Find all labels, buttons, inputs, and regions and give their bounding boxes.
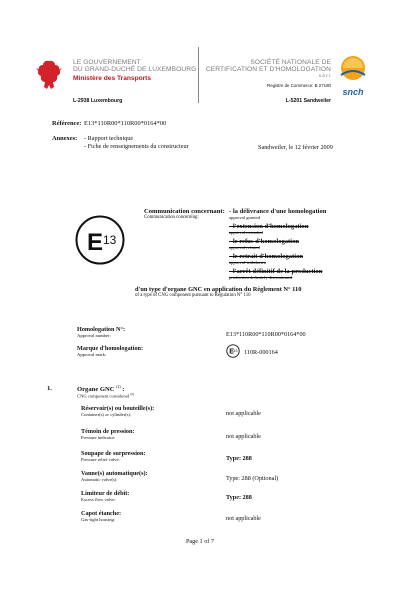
item-label: Limiteur de débit: — [81, 490, 130, 497]
snch-register: Registre de Commerce: B 27180 — [267, 83, 331, 88]
right-address: L-5201 Sandweiler — [285, 98, 331, 104]
homologation-label: Homologation N°: — [77, 326, 126, 333]
gov-line-2: DU GRAND-DUCHÉ DE LUXEMBOURG — [73, 66, 197, 73]
section-title-text: Organe GNC — [77, 386, 115, 394]
item-label-en: Automatic valve(s): — [81, 477, 118, 482]
header-divider — [198, 47, 199, 103]
item-label: Capot étanche: — [81, 510, 122, 517]
item-label-en: Excess flow valve: — [81, 497, 116, 502]
option-sublabel: approval withdrawn — [229, 260, 266, 265]
homologation-label-en: Approval number: — [77, 333, 111, 338]
option-sublabel: approval granted — [229, 215, 260, 220]
snch-name — [200, 59, 331, 88]
small-e-mark-number: 13 — [233, 348, 238, 353]
svg-text:E: E — [87, 229, 104, 256]
snch-line-2: CERTIFICATION ET D'HOMOLOGATION — [205, 66, 331, 73]
section-title-sup: (2) — [116, 385, 121, 389]
annexes-item-1: - Rapport technique — [84, 135, 134, 142]
section-number: 1. — [47, 385, 52, 392]
option-sublabel: approval extended — [229, 230, 263, 235]
item-value: not applicable — [226, 410, 261, 417]
option-label: - l'extension d'homologation — [229, 223, 309, 230]
snch-line-3: s.à r.l. — [318, 73, 331, 78]
item-label: Témoin de pression: — [81, 428, 135, 435]
ministry-name: Ministère des Transports — [73, 75, 152, 82]
option-sublabel: approval refused — [229, 245, 260, 250]
item-label-en: Container(s) or cylinder(s): — [81, 412, 132, 417]
snch-line-1: SOCIÉTÉ NATIONALE DE — [250, 59, 331, 66]
communication-options — [229, 208, 379, 280]
item-label: Réservoir(s) ou bouteille(s): — [81, 405, 155, 412]
item-value: Type: 288 — [226, 494, 252, 501]
option-extended — [229, 223, 379, 235]
place-date: Sandweiler, le 12 février 2009 — [258, 144, 333, 151]
reference-label: Référence: — [52, 120, 82, 127]
homologation-value: E13*110R00*110R00*0164*00 — [226, 331, 306, 338]
item-value: Type: 288 — [226, 455, 252, 462]
lion-logo — [34, 58, 64, 92]
communication-subtitle: Communication concerning: — [144, 215, 199, 220]
type-line-en: of a type of CNG component pursuant to Regulation N° 110 — [135, 293, 251, 298]
item-label-en: Pressure indicator: — [81, 435, 116, 440]
option-sublabel: production definitely discontinued — [229, 275, 293, 280]
option-label: - l'arrêt définitif de la production — [229, 268, 323, 275]
option-granted — [229, 208, 379, 220]
section-subtitle — [77, 392, 134, 399]
item-value: not applicable — [226, 433, 261, 440]
e-mark-logo — [74, 214, 126, 266]
item-value: Type: 288 (Optional) — [226, 475, 279, 482]
marque-label: Marque d'homologation: — [77, 345, 144, 352]
item-label: Soupape de surpression: — [81, 450, 146, 457]
e-mark-number: 13 — [103, 233, 117, 247]
reference-value: E13*110R00*110R00*0164*00 — [84, 120, 167, 127]
item-value: not applicable — [226, 515, 261, 522]
page-number: Page 1 of 7 — [185, 538, 214, 545]
marque-label-en: Approval mark: — [77, 352, 107, 357]
left-address: L-2938 Luxembourg — [73, 98, 123, 104]
section-title-suffix: : — [122, 386, 125, 394]
type-line: d'un type d'organe GNC en application du Règlement N° 110 — [135, 286, 302, 293]
option-refused — [229, 238, 379, 250]
svg-text:E: E — [229, 348, 234, 356]
marque-value: 110R-000164 — [244, 349, 278, 356]
annexes-label: Annexes: — [52, 135, 78, 142]
section-subtitle-text: CNG component considered — [77, 393, 130, 399]
option-label: - le retrait d'homologation — [229, 253, 304, 260]
government-name — [73, 59, 196, 82]
gov-line-1: LE GOUVERNEMENT — [73, 59, 141, 66]
item-label-en: Pressure relief valve: — [81, 457, 120, 462]
option-discontinued — [229, 268, 379, 280]
item-label: Vanne(s) automatique(s): — [81, 470, 148, 477]
item-label-en: Gas-tight housing: — [81, 517, 116, 522]
snch-logo — [336, 55, 370, 95]
annexes-item-2: - Fiche de renseignements du constructeur — [84, 143, 189, 150]
option-withdrawn — [229, 253, 379, 265]
section-subtitle-sup: (2) — [130, 392, 135, 396]
communication-title: Communication concernant: — [144, 208, 225, 215]
snch-logo-text: snch — [342, 87, 364, 97]
option-label: - le refus d'homologation — [229, 238, 300, 245]
option-label: - la délivrance d'une homologation — [229, 208, 327, 215]
